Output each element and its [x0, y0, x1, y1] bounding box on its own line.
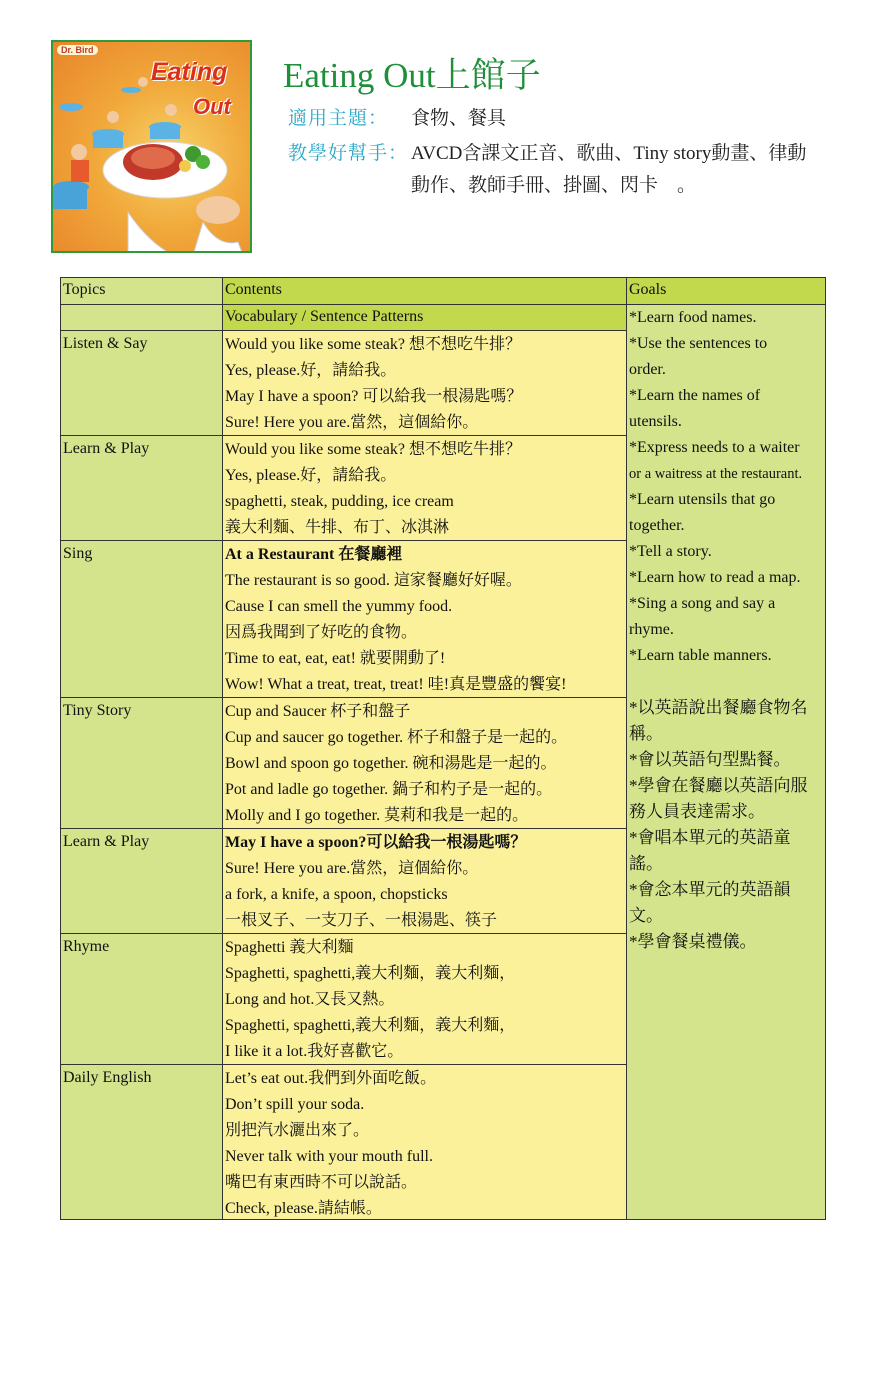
- content-cell: [222, 829, 626, 934]
- goal-line-zh: 務人員表達需求。: [629, 802, 765, 821]
- goal-line-zh: *以英語說出餐廳食物名: [629, 698, 808, 717]
- topic-cell: Learn & Play: [61, 436, 222, 541]
- content-line: 別把汽水灑出來了。: [225, 1122, 370, 1139]
- goal-line: *Learn utensils that go: [629, 491, 776, 508]
- content-cell: [222, 541, 626, 698]
- content-line: May I have a spoon?可以給我一根湯匙嗎？: [225, 834, 527, 851]
- theme-label: 適用主題：: [288, 108, 389, 129]
- goal-line: *Learn how to read a map.: [629, 569, 801, 586]
- cover-title-line1: Eating: [151, 58, 228, 86]
- teaching-aids-value-line1: AVCD含課文正音、歌曲、Tiny story動畫、律動: [411, 143, 807, 164]
- content-line: a fork, a knife, a spoon, chopsticks: [225, 886, 448, 903]
- goal-line: *Learn the names of: [629, 387, 761, 404]
- goal-line: *Express needs to a waiter: [629, 439, 800, 456]
- content-line: May I have a spoon? 可以給我一根湯匙嗎？: [225, 388, 523, 405]
- contents-header: Contents: [222, 278, 626, 305]
- goals-cell: [626, 305, 825, 1219]
- cover-brand-logo: Dr. Bird: [57, 45, 98, 55]
- cover-title-line2: Out: [193, 94, 231, 119]
- topics-blank-cell: [61, 305, 222, 331]
- content-line: 義大利麵、牛排、布丁、冰淇淋: [225, 519, 450, 536]
- content-line: Cup and saucer go together. 杯子和盤子是一起的。: [225, 729, 568, 746]
- topic-cell: Tiny Story: [61, 698, 222, 829]
- goal-line-zh: *學會在餐廳以英語向服: [629, 776, 808, 795]
- content-line: spaghetti, steak, pudding, ice cream: [225, 493, 454, 510]
- content-line: Wow! What a treat, treat, treat! 哇!真是豐盛的饗宴!: [225, 676, 567, 693]
- content-line: Check, please.請結帳。: [225, 1200, 382, 1217]
- goal-line-zh: *會唱本單元的英語童謠。: [629, 828, 791, 873]
- content-cell: [222, 436, 626, 541]
- goal-line: *Learn food names.: [629, 309, 757, 326]
- topic-cell: Learn & Play: [61, 829, 222, 934]
- content-line: Let’s eat out.我們到外面吃飯。: [225, 1070, 437, 1087]
- content-line: I like it a lot.我好喜歡它。: [225, 1043, 404, 1060]
- goal-line-zh: 稱。: [629, 724, 663, 743]
- goal-line-zh: *會念本單元的英語韻文。: [629, 880, 791, 925]
- goal-line: utensils.: [629, 413, 682, 430]
- content-cell: [222, 698, 626, 829]
- content-line: At a Restaurant 在餐廳裡: [225, 546, 403, 563]
- topic-cell: Listen & Say: [61, 331, 222, 436]
- content-line: Cup and Saucer 杯子和盤子: [225, 703, 411, 720]
- content-line: Pot and ladle go together. 鍋子和杓子是一起的。: [225, 781, 553, 798]
- content-line: Yes, please.好，請給我。: [225, 467, 397, 484]
- content-line: Spaghetti, spaghetti,義大利麵，義大利麵，: [225, 965, 516, 982]
- content-cell: [222, 1065, 626, 1219]
- goal-line: *Sing a song and say a: [629, 595, 776, 612]
- goal-line: rhyme.: [629, 621, 674, 638]
- content-line: Would you like some steak? 想不想吃牛排？: [225, 336, 522, 353]
- page-title: Eating Out上館子: [283, 56, 541, 95]
- goal-line-zh: *會以英語句型點餐。: [629, 750, 791, 769]
- goal-line-zh: *學會餐桌禮儀。: [629, 932, 757, 951]
- book-cover-image: [51, 40, 252, 253]
- topic-cell: Sing: [61, 541, 222, 698]
- goal-line: or a waitress at the restaurant.: [629, 466, 803, 482]
- goal-line: *Learn table manners.: [629, 647, 772, 664]
- teaching-aids-label: 教學好幫手：: [288, 143, 409, 164]
- content-cell: [222, 331, 626, 436]
- content-line: Spaghetti 義大利麵: [225, 939, 354, 956]
- content-line: 因爲我聞到了好吃的食物。: [225, 624, 418, 641]
- content-line: Never talk with your mouth full.: [225, 1148, 433, 1165]
- content-line: The restaurant is so good. 這家餐廳好好喔。: [225, 572, 522, 589]
- content-line: Yes, please.好，請給我。: [225, 362, 397, 379]
- content-line: 一根叉子、一支刀子、一根湯匙、筷子: [225, 912, 498, 929]
- content-cell: [222, 934, 626, 1065]
- content-line: Cause I can smell the yummy food.: [225, 598, 453, 615]
- content-line: Molly and I go together. 莫莉和我是一起的。: [225, 807, 529, 824]
- goal-line: order.: [629, 361, 666, 378]
- content-line: Don’t spill your soda.: [225, 1096, 365, 1113]
- vocabulary-subheader: Vocabulary / Sentence Patterns: [222, 305, 626, 331]
- goal-line: *Tell a story.: [629, 543, 712, 560]
- theme-value: 食物、餐具: [411, 108, 507, 129]
- content-line: 嘴巴有東西時不可以說話。: [225, 1174, 418, 1191]
- goal-line: together.: [629, 517, 685, 534]
- topic-cell: Rhyme: [61, 934, 222, 1065]
- content-line: Long and hot.又長又熱。: [225, 991, 395, 1008]
- content-line: Bowl and spoon go together. 碗和湯匙是一起的。: [225, 755, 557, 772]
- goal-spacer: [629, 669, 823, 695]
- content-line: Sure! Here you are.當然，這個給你。: [225, 860, 479, 877]
- content-line: Sure! Here you are.當然，這個給你。: [225, 414, 479, 431]
- content-line: Would you like some steak? 想不想吃牛排？: [225, 441, 522, 458]
- content-line: Time to eat, eat, eat! 就要開動了!: [225, 650, 446, 667]
- goal-line: *Use the sentences to: [629, 335, 768, 352]
- curriculum-table: [60, 277, 826, 1220]
- goals-header: Goals: [626, 278, 825, 305]
- topic-cell: Daily English: [61, 1065, 222, 1219]
- topics-header: Topics: [61, 278, 222, 305]
- teaching-aids-value-line2: 動作、教師手冊、掛圖、閃卡 。: [411, 175, 697, 196]
- content-line: Spaghetti, spaghetti,義大利麵，義大利麵，: [225, 1017, 516, 1034]
